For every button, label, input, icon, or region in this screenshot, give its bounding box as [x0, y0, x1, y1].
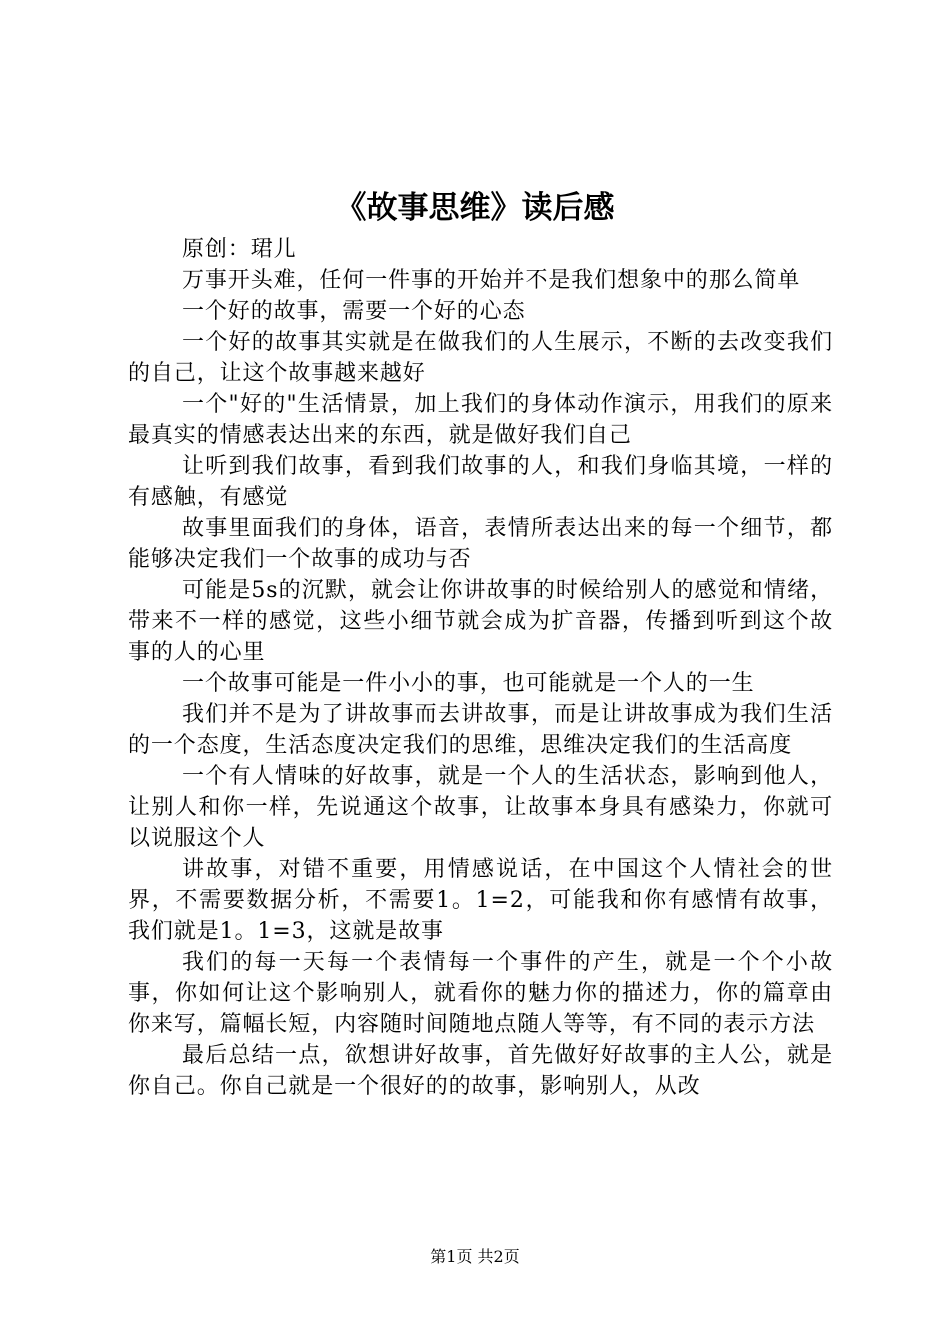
document-title: 《故事思维》读后感: [335, 190, 615, 226]
paragraph: 一个有人情味的好故事，就是一个人的生活状态，影响到他人，让别人和你一样，先说通这个故事，让故事本身具有感染力，你就可以说服这个人: [128, 764, 833, 851]
paragraph: 万事开头难，任何一件事的开始并不是我们想象中的那么简单: [182, 268, 801, 293]
paragraph: 一个好的故事，需要一个好的心态: [182, 299, 526, 324]
paragraph: 我们并不是为了讲故事而去讲故事，而是让讲故事成为我们生活的一个态度，生活态度决定我们的思维，思维决定我们的生活高度: [128, 702, 833, 758]
page-footer: 第1页 共2页: [430, 1247, 520, 1266]
paragraph: 让听到我们故事，看到我们故事的人，和我们身临其境，一样的有感触，有感觉: [128, 454, 833, 510]
paragraph: 故事里面我们的身体，语音，表情所表达出来的每一个细节，都能够决定我们一个故事的成功与否: [128, 516, 833, 572]
paragraph: 一个"好的"生活情景，加上我们的身体动作演示，用我们的原来最真实的情感表达出来的东西，就是做好我们自己: [128, 392, 833, 448]
paragraph: 一个好的故事其实就是在做我们的人生展示，不断的去改变我们的自己，让这个故事越来越好: [128, 330, 833, 386]
author-line: 原创：珺儿: [182, 237, 297, 262]
paragraph: 我们的每一天每一个表情每一个事件的产生，就是一个个小故事，你如何让这个影响别人，就看你的魅力你的描述力，你的篇章由你来写，篇幅长短，内容随时间随地点随人等等，有不同的表示方法: [128, 950, 833, 1037]
paragraph: 讲故事，对错不重要，用情感说话，在中国这个人情社会的世界，不需要数据分析，不需要1。1=2，可能我和你有感情有故事，我们就是1。1=3，这就是故事: [128, 857, 833, 944]
document-body: [128, 234, 833, 1102]
paragraph: 最后总结一点，欲想讲好故事，首先做好好故事的主人公，就是你自己。你自己就是一个很好的的故事，影响别人，从改: [128, 1043, 833, 1099]
paragraph: 可能是5s的沉默，就会让你讲故事的时候给别人的感觉和情绪，带来不一样的感觉，这些小细节就会成为扩音器，传播到听到这个故事的人的心里: [128, 578, 833, 665]
paragraph: 一个故事可能是一件小小的事，也可能就是一个人的一生: [182, 671, 755, 696]
